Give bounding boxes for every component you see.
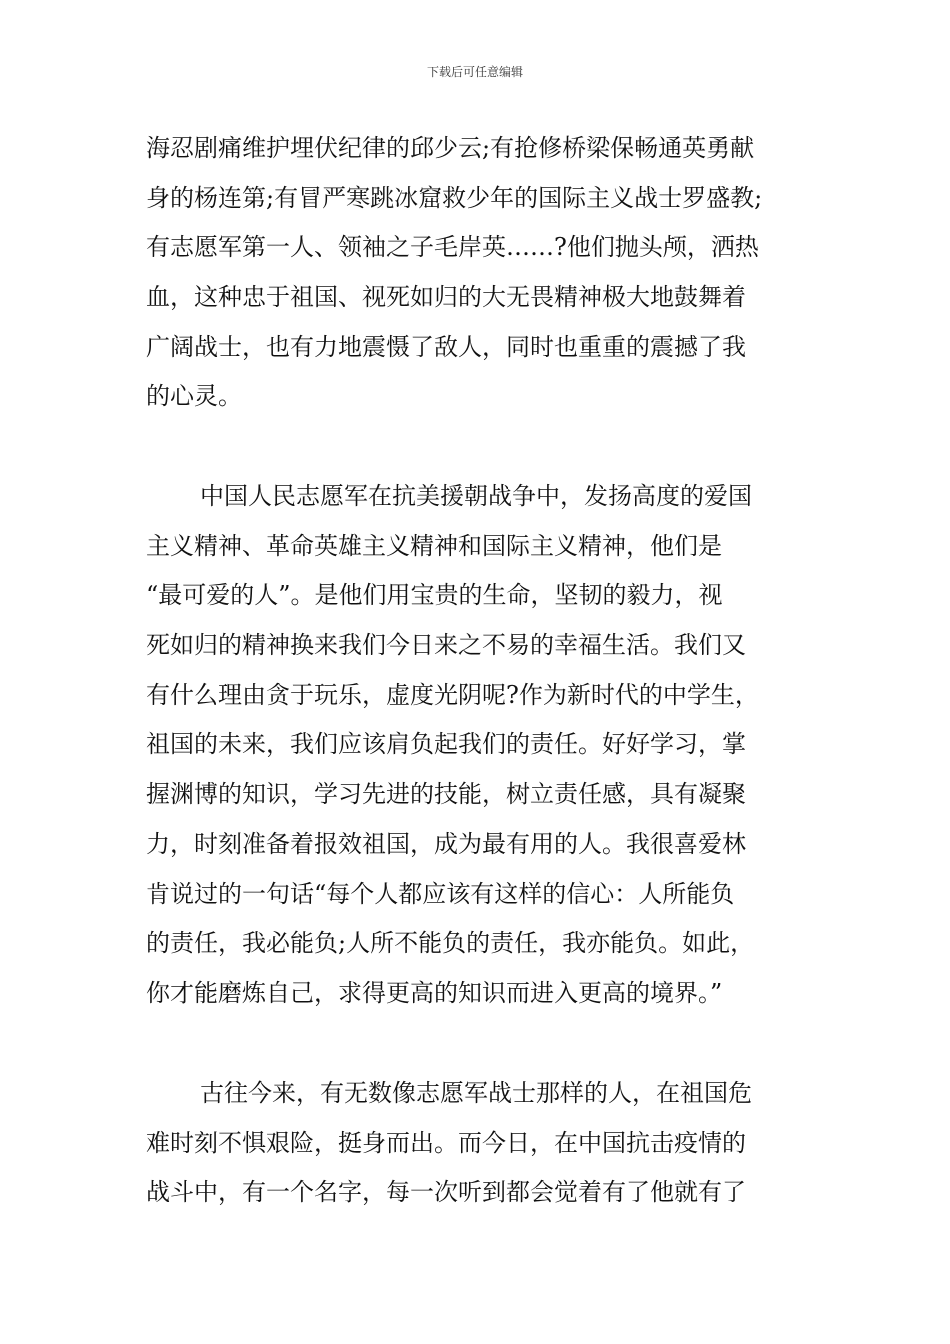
- text-line: 难时刻不惧艰险，挺身而出。而今日，在中国抗击疫情的: [146, 1128, 746, 1157]
- text-line: 握渊博的知识，学习先进的技能，树立责任感，具有凝聚: [146, 780, 746, 809]
- text-line: 广阔战士，也有力地震慑了敌人，同时也重重的震撼了我: [146, 332, 746, 361]
- paragraph-1: [146, 124, 816, 422]
- text-line: 有志愿军第一人、领袖之子毛岸英……?他们抛头颅，洒热: [146, 233, 759, 262]
- text-line: 有什么理由贪于玩乐，虚度光阴呢?作为新时代的中学生，: [146, 680, 759, 709]
- text-line: 的责任，我必能负;人所不能负的责任，我亦能负。如此，: [146, 929, 755, 958]
- text-line: 力，时刻准备着报效祖国，成为最有用的人。我很喜爱林: [146, 829, 746, 858]
- paragraph-3: [146, 1069, 816, 1218]
- text-line: 中国人民志愿军在抗美援朝战争中，发扬高度的爱国: [200, 482, 752, 510]
- text-line: 战斗中，有一个名字，每一次听到都会觉着有了他就有了: [146, 1178, 746, 1207]
- text-line: 主义精神、革命英雄主义精神和国际主义精神，他们是: [146, 531, 722, 560]
- text-line: “最可爱的人”。是他们用宝贵的生命，坚韧的毅力，视: [146, 581, 723, 610]
- text-line: 你才能磨炼自己，求得更高的知识而进入更高的境界。”: [146, 978, 723, 1007]
- text-line: 的心灵。: [146, 382, 242, 411]
- text-line: 死如归的精神换来我们今日来之不易的幸福生活。我们又: [146, 631, 746, 660]
- page-header: 下载后可任意编辑: [426, 65, 523, 79]
- text-line: 祖国的未来，我们应该肩负起我们的责任。好好学习，掌: [146, 730, 746, 759]
- text-line: 肯说过的一句话“每个人都应该有这样的信心：人所能负: [146, 879, 735, 908]
- paragraph-2: [146, 472, 816, 1019]
- text-line: 身的杨连第;有冒严寒跳冰窟救少年的国际主义战士罗盛教;: [146, 183, 763, 212]
- text-line: 古往今来，有无数像志愿军战士那样的人，在祖国危: [200, 1079, 752, 1107]
- text-line: 血，这种忠于祖国、视死如归的大无畏精神极大地鼓舞着: [146, 283, 746, 312]
- text-line: 海忍剧痛维护埋伏纪律的邱少云;有抢修桥梁保畅通英勇献: [146, 134, 755, 162]
